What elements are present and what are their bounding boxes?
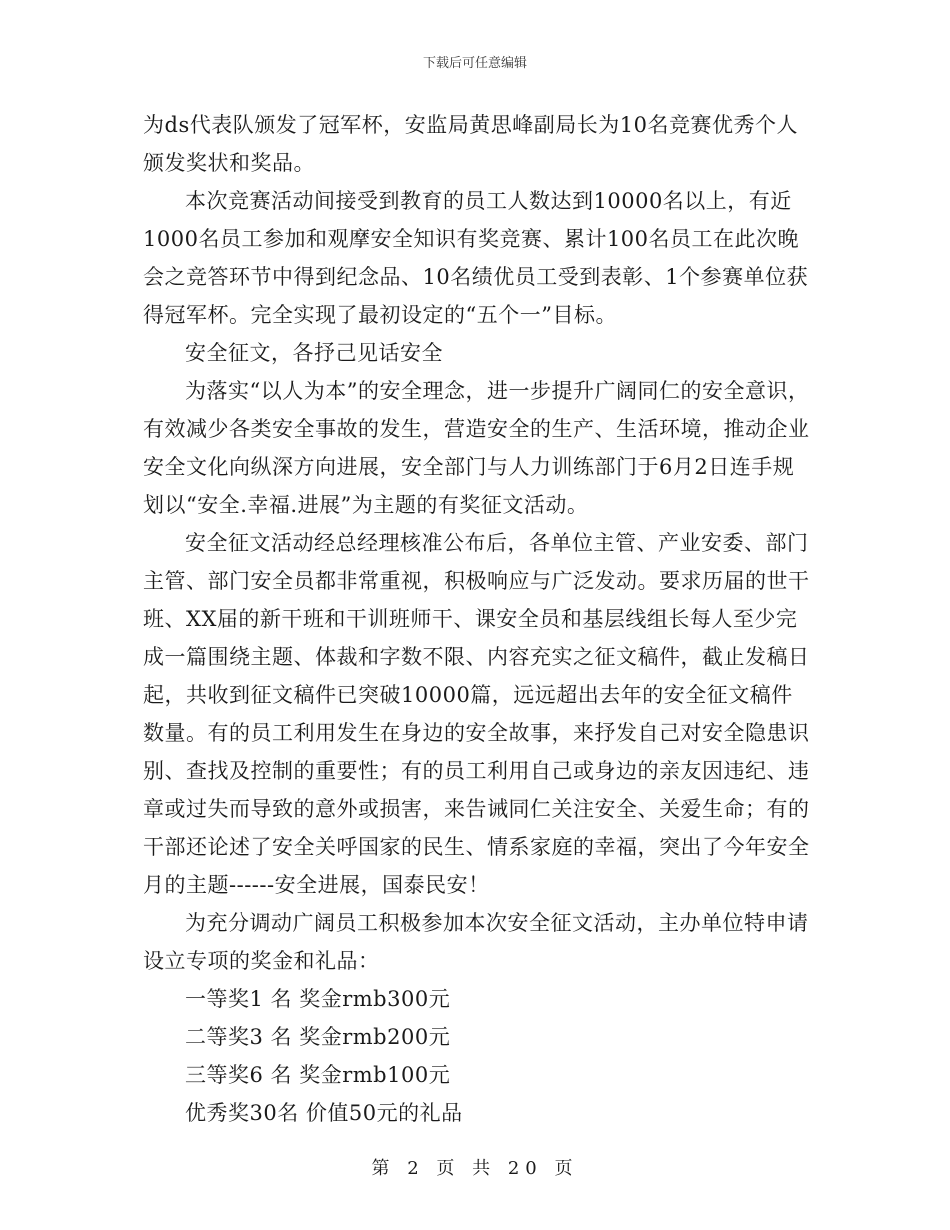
prize-item: 二等奖3 名 奖金rmb200元	[185, 1025, 451, 1049]
paragraph: 本次竞赛活动间接受到教育的员工人数达到10000名以上，有近1000名员工参加和观摩安全知识有奖竞赛、累计100名员工在此次晚会之竞答环节中得到纪念品、10名绩优员工受到表彰、1个参赛单位获得冠军杯。完全实现了最初设定的“五个一”目标。	[143, 189, 809, 327]
prize-item: 一等奖1 名 奖金rmb300元	[185, 987, 451, 1011]
document-body	[143, 106, 811, 1132]
paragraph: 为充分调动广阔员工积极参加本次安全征文活动，主办单位特申请设立专项的奖金和礼品：	[143, 911, 809, 973]
page-footer: 第 2 页 共 20 页	[371, 1158, 579, 1179]
page-header: 下载后可任意编辑	[422, 56, 527, 71]
paragraph: 为落实“以人为本”的安全理念，进一步提升广阔同仁的安全意识，有效减少各类安全事故的发生，营造安全的生产、生活环境，推动企业安全文化向纵深方向进展，安全部门与人力训练部门于6月2日连手规划以“安全.幸福.进展”为主题的有奖征文活动。	[143, 379, 810, 517]
paragraph: 安全征文活动经总经理核准公布后，各单位主管、产业安委、部门主管、部门安全员都非常重视，积极响应与广泛发动。要求历届的世干班、XX届的新干班和干训班师干、课安全员和基层线组长每人至少完成一篇围绕主题、体裁和字数不限、内容充实之征文稿件，截止发稿日起，共收到征文稿件已突破10000篇，远远超出去年的安全征文稿件数量。有的员工利用发生在身边的安全故事，来抒发自己对安全隐患识别、查找及控制的重要性；有的员工利用自己或身边的亲友因违纪、违章或过失而导致的意外或损害，来告诫同仁关注安全、关爱生命；有的干部还论述了安全关呼国家的民生、情系家庭的幸福，突出了今年安全月的主题------安全进展，国泰民安！	[143, 531, 810, 897]
section-heading: 安全征文，各抒己见话安全	[185, 341, 443, 365]
paragraph: 为ds代表队颁发了冠军杯，安监局黄思峰副局长为10名竞赛优秀个人颁发奖状和奖品。	[143, 113, 798, 175]
prize-item: 优秀奖30名 价值50元的礼品	[185, 1101, 463, 1125]
prize-item: 三等奖6 名 奖金rmb100元	[185, 1063, 451, 1087]
